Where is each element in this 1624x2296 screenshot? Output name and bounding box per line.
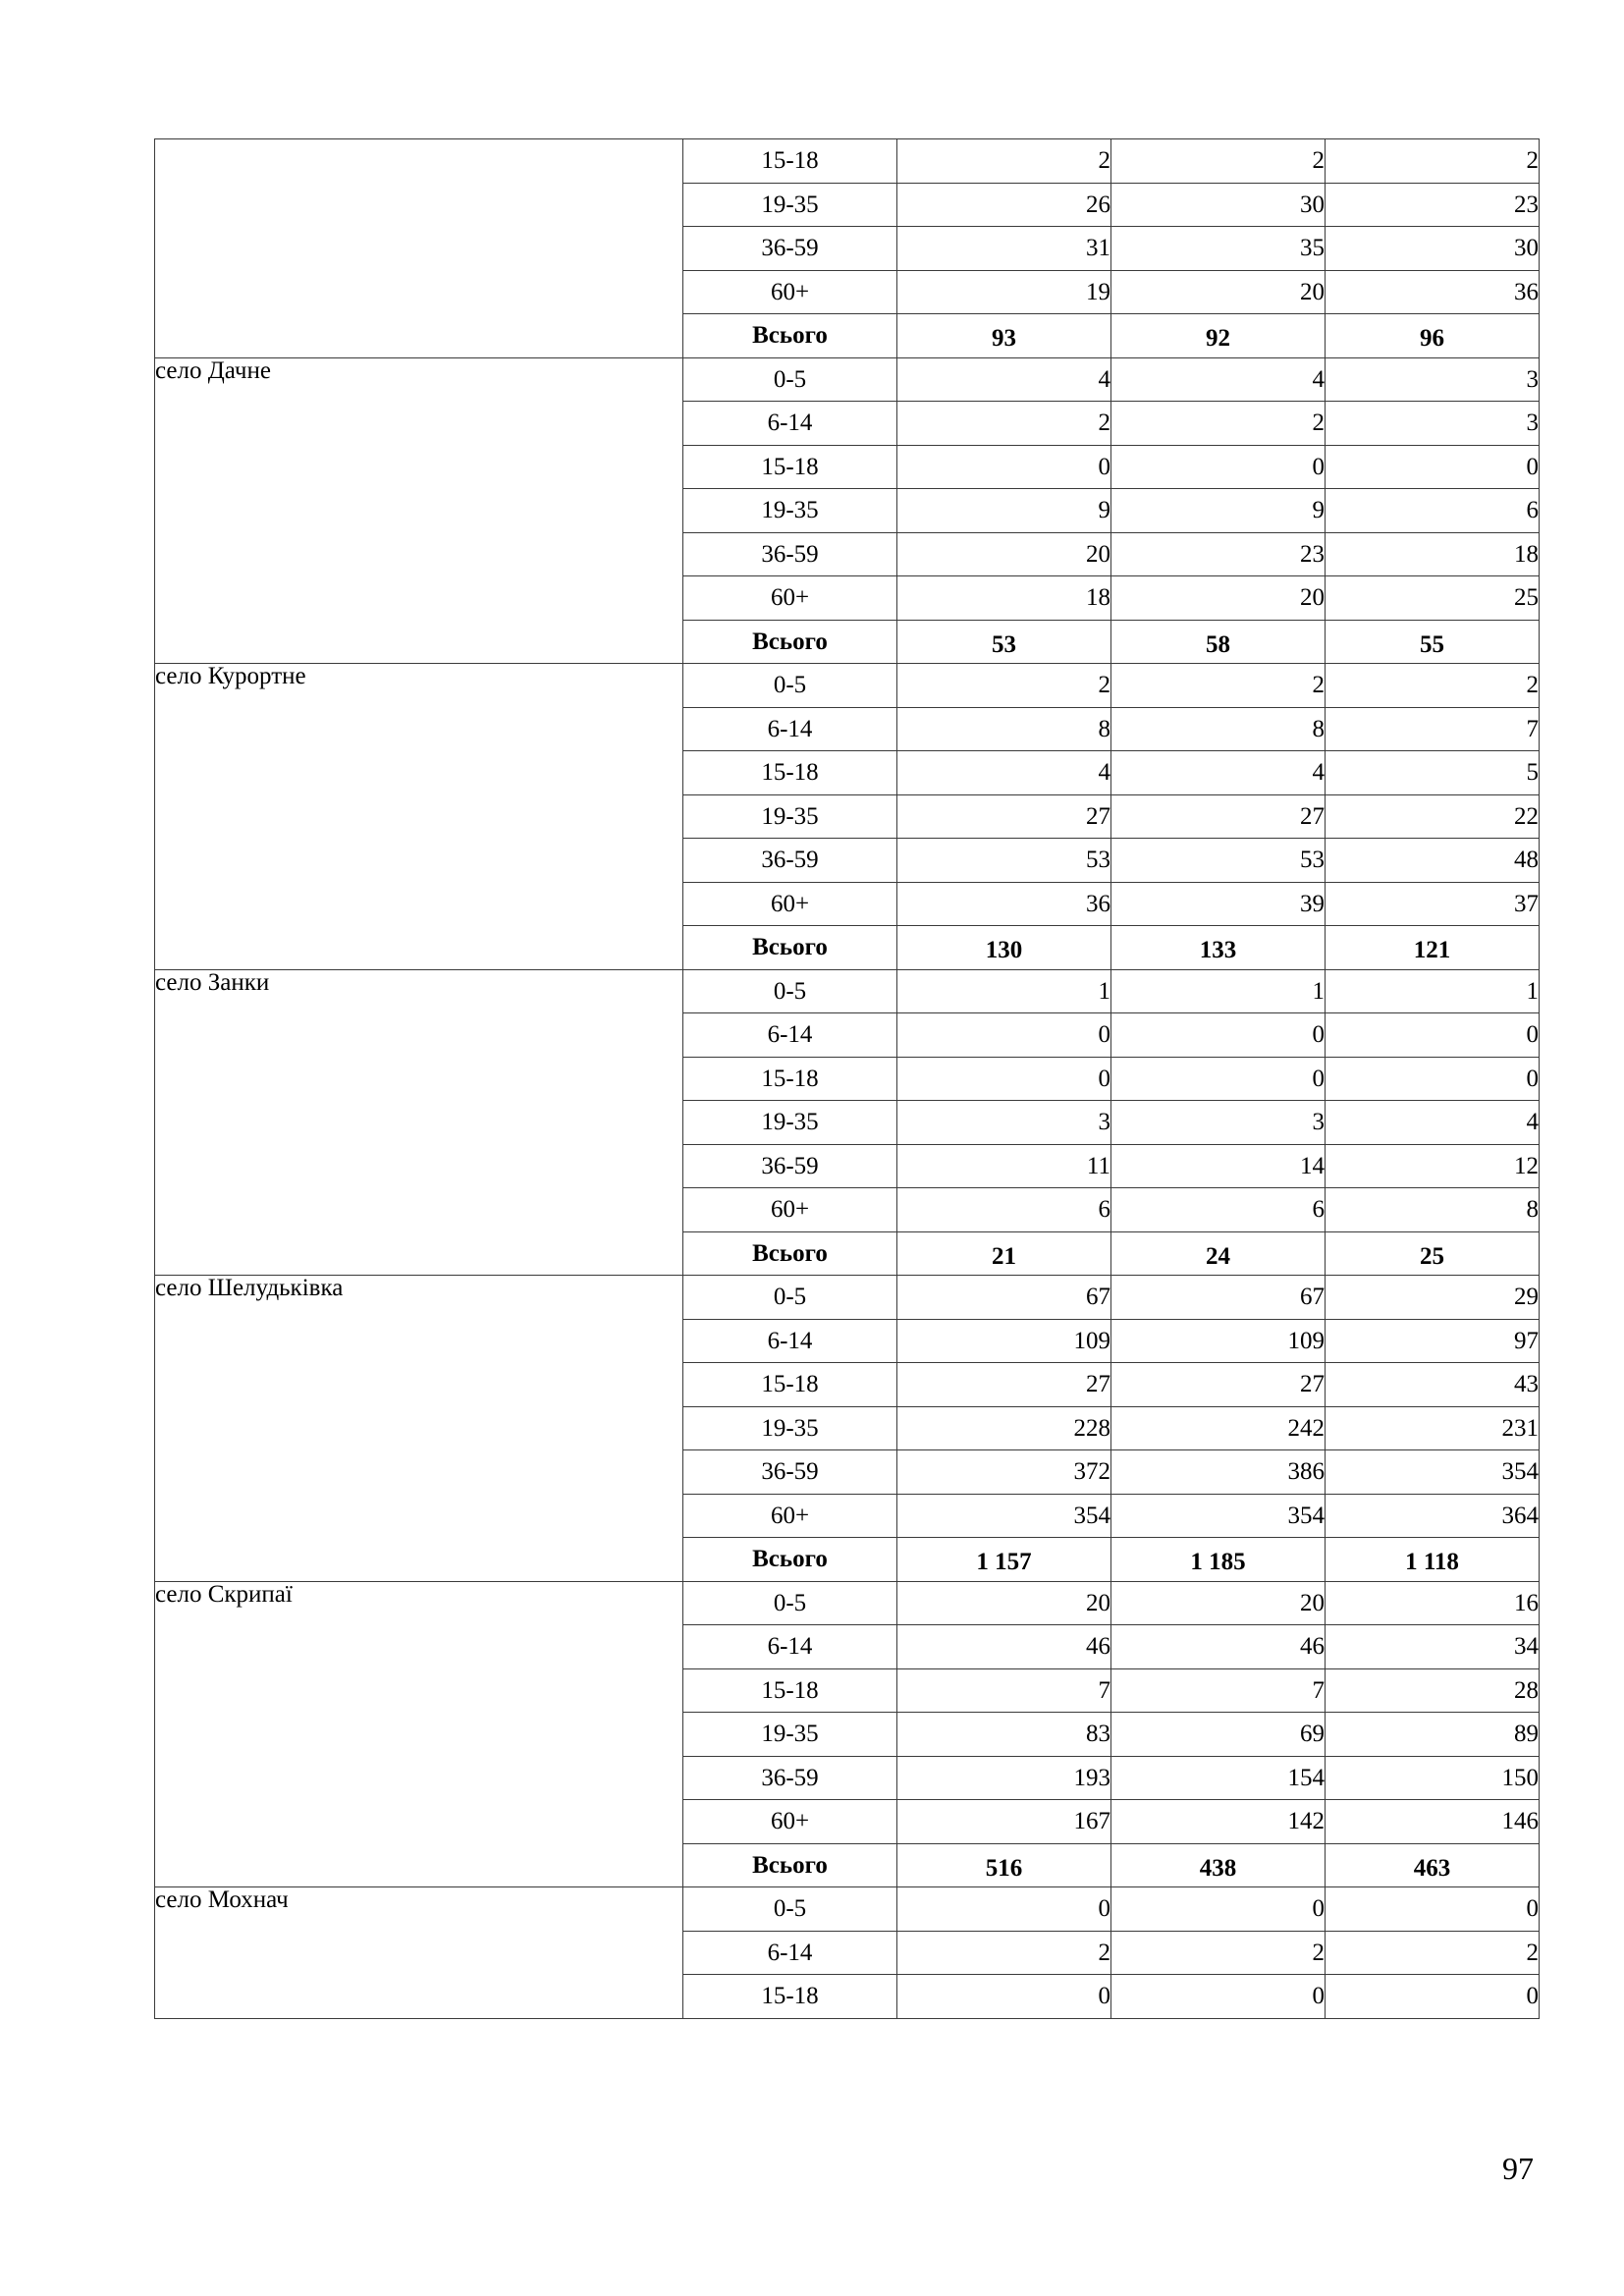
value-cell: 37 (1326, 882, 1540, 926)
age-group-cell: 15-18 (683, 1668, 897, 1713)
age-group-cell: 15-18 (683, 1975, 897, 2019)
value-cell: 30 (1326, 227, 1540, 271)
page-number: 97 (1502, 2151, 1534, 2186)
total-value-cell: 516 (897, 1843, 1111, 1887)
value-cell: 26 (897, 183, 1111, 227)
table-row (155, 1581, 1540, 1625)
age-group-cell: 15-18 (683, 445, 897, 489)
age-group-cell: 60+ (683, 1800, 897, 1844)
value-cell: 2 (897, 664, 1111, 708)
age-group-cell: 0-5 (683, 969, 897, 1013)
value-cell: 7 (1326, 707, 1540, 751)
total-label-cell: Всього (683, 620, 897, 664)
total-value-cell: 55 (1326, 620, 1540, 664)
age-group-cell: 0-5 (683, 664, 897, 708)
age-group-cell: 0-5 (683, 1581, 897, 1625)
value-cell: 0 (1111, 445, 1326, 489)
value-cell: 4 (1111, 751, 1326, 795)
value-cell: 2 (1111, 139, 1326, 184)
settlement-name-cell: село Курортне (155, 664, 683, 970)
value-cell: 8 (897, 707, 1111, 751)
value-cell: 46 (897, 1625, 1111, 1669)
value-cell: 3 (1111, 1101, 1326, 1145)
age-group-cell: 15-18 (683, 139, 897, 184)
age-group-cell: 19-35 (683, 1406, 897, 1450)
settlement-name-cell: село Мохнач (155, 1887, 683, 2019)
age-group-cell: 60+ (683, 1494, 897, 1538)
value-cell: 23 (1326, 183, 1540, 227)
value-cell: 4 (1111, 357, 1326, 402)
value-cell: 6 (1111, 1188, 1326, 1232)
population-table (154, 138, 1540, 2019)
value-cell: 5 (1326, 751, 1540, 795)
value-cell: 231 (1326, 1406, 1540, 1450)
value-cell: 8 (1111, 707, 1326, 751)
age-group-cell: 6-14 (683, 1625, 897, 1669)
value-cell: 7 (897, 1668, 1111, 1713)
total-label-cell: Всього (683, 1231, 897, 1276)
age-group-cell: 36-59 (683, 227, 897, 271)
total-label-cell: Всього (683, 1538, 897, 1582)
value-cell: 0 (897, 1013, 1111, 1058)
age-group-cell: 15-18 (683, 751, 897, 795)
total-value-cell: 130 (897, 926, 1111, 970)
value-cell: 11 (897, 1144, 1111, 1188)
value-cell: 2 (897, 1931, 1111, 1975)
value-cell: 242 (1111, 1406, 1326, 1450)
value-cell: 53 (1111, 839, 1326, 883)
value-cell: 0 (897, 1975, 1111, 2019)
value-cell: 193 (897, 1756, 1111, 1800)
table-row (155, 664, 1540, 708)
table-row (155, 1276, 1540, 1320)
total-label-cell: Всього (683, 314, 897, 358)
value-cell: 28 (1326, 1668, 1540, 1713)
settlement-name-cell: село Скрипаї (155, 1581, 683, 1887)
value-cell: 29 (1326, 1276, 1540, 1320)
age-group-cell: 60+ (683, 576, 897, 621)
value-cell: 154 (1111, 1756, 1326, 1800)
total-value-cell: 24 (1111, 1231, 1326, 1276)
value-cell: 53 (897, 839, 1111, 883)
total-value-cell: 25 (1326, 1231, 1540, 1276)
value-cell: 3 (897, 1101, 1111, 1145)
value-cell: 43 (1326, 1363, 1540, 1407)
value-cell: 27 (1111, 794, 1326, 839)
value-cell: 97 (1326, 1319, 1540, 1363)
value-cell: 354 (1111, 1494, 1326, 1538)
value-cell: 89 (1326, 1713, 1540, 1757)
value-cell: 354 (1326, 1450, 1540, 1495)
total-value-cell: 21 (897, 1231, 1111, 1276)
value-cell: 6 (897, 1188, 1111, 1232)
age-group-cell: 19-35 (683, 794, 897, 839)
value-cell: 7 (1111, 1668, 1326, 1713)
total-value-cell: 1 157 (897, 1538, 1111, 1582)
total-value-cell: 438 (1111, 1843, 1326, 1887)
value-cell: 27 (897, 794, 1111, 839)
value-cell: 67 (1111, 1276, 1326, 1320)
value-cell: 9 (897, 489, 1111, 533)
value-cell: 0 (1111, 1887, 1326, 1932)
value-cell: 167 (897, 1800, 1111, 1844)
value-cell: 18 (1326, 532, 1540, 576)
value-cell: 2 (1111, 402, 1326, 446)
age-group-cell: 6-14 (683, 1931, 897, 1975)
value-cell: 20 (1111, 576, 1326, 621)
value-cell: 9 (1111, 489, 1326, 533)
value-cell: 0 (1111, 1057, 1326, 1101)
value-cell: 109 (897, 1319, 1111, 1363)
value-cell: 2 (1111, 1931, 1326, 1975)
value-cell: 2 (897, 402, 1111, 446)
age-group-cell: 19-35 (683, 489, 897, 533)
value-cell: 69 (1111, 1713, 1326, 1757)
table-row (155, 357, 1540, 402)
value-cell: 2 (1111, 664, 1326, 708)
value-cell: 20 (1111, 270, 1326, 314)
value-cell: 48 (1326, 839, 1540, 883)
value-cell: 18 (897, 576, 1111, 621)
settlement-name-cell (155, 139, 683, 358)
value-cell: 83 (897, 1713, 1111, 1757)
total-value-cell: 53 (897, 620, 1111, 664)
value-cell: 35 (1111, 227, 1326, 271)
table-row (155, 969, 1540, 1013)
age-group-cell: 36-59 (683, 839, 897, 883)
value-cell: 2 (1326, 1931, 1540, 1975)
age-group-cell: 60+ (683, 1188, 897, 1232)
value-cell: 2 (1326, 139, 1540, 184)
age-group-cell: 60+ (683, 882, 897, 926)
value-cell: 0 (1326, 1975, 1540, 2019)
value-cell: 20 (897, 1581, 1111, 1625)
value-cell: 0 (1111, 1975, 1326, 2019)
age-group-cell: 60+ (683, 270, 897, 314)
value-cell: 0 (897, 445, 1111, 489)
value-cell: 22 (1326, 794, 1540, 839)
total-value-cell: 1 185 (1111, 1538, 1326, 1582)
value-cell: 36 (897, 882, 1111, 926)
settlement-name-cell: село Дачне (155, 357, 683, 664)
total-label-cell: Всього (683, 926, 897, 970)
value-cell: 150 (1326, 1756, 1540, 1800)
age-group-cell: 36-59 (683, 1756, 897, 1800)
value-cell: 30 (1111, 183, 1326, 227)
total-value-cell: 133 (1111, 926, 1326, 970)
age-group-cell: 36-59 (683, 532, 897, 576)
age-group-cell: 36-59 (683, 1144, 897, 1188)
age-group-cell: 0-5 (683, 1887, 897, 1932)
value-cell: 109 (1111, 1319, 1326, 1363)
age-group-cell: 19-35 (683, 1713, 897, 1757)
value-cell: 372 (897, 1450, 1111, 1495)
total-value-cell: 1 118 (1326, 1538, 1540, 1582)
value-cell: 20 (1111, 1581, 1326, 1625)
value-cell: 0 (1326, 1057, 1540, 1101)
value-cell: 3 (1326, 402, 1540, 446)
value-cell: 27 (1111, 1363, 1326, 1407)
value-cell: 2 (1326, 664, 1540, 708)
value-cell: 0 (897, 1057, 1111, 1101)
value-cell: 0 (897, 1887, 1111, 1932)
value-cell: 23 (1111, 532, 1326, 576)
total-value-cell: 93 (897, 314, 1111, 358)
age-group-cell: 15-18 (683, 1363, 897, 1407)
value-cell: 386 (1111, 1450, 1326, 1495)
age-group-cell: 6-14 (683, 402, 897, 446)
value-cell: 1 (1111, 969, 1326, 1013)
population-table-body (155, 139, 1540, 2019)
total-value-cell: 463 (1326, 1843, 1540, 1887)
settlement-name-cell: село Шелудьківка (155, 1276, 683, 1582)
value-cell: 2 (897, 139, 1111, 184)
value-cell: 39 (1111, 882, 1326, 926)
age-group-cell: 0-5 (683, 357, 897, 402)
age-group-cell: 6-14 (683, 1319, 897, 1363)
age-group-cell: 36-59 (683, 1450, 897, 1495)
age-group-cell: 0-5 (683, 1276, 897, 1320)
value-cell: 1 (1326, 969, 1540, 1013)
value-cell: 0 (1326, 445, 1540, 489)
total-value-cell: 92 (1111, 314, 1326, 358)
total-label-cell: Всього (683, 1843, 897, 1887)
value-cell: 20 (897, 532, 1111, 576)
value-cell: 0 (1326, 1887, 1540, 1932)
value-cell: 36 (1326, 270, 1540, 314)
value-cell: 142 (1111, 1800, 1326, 1844)
age-group-cell: 6-14 (683, 707, 897, 751)
value-cell: 4 (1326, 1101, 1540, 1145)
age-group-cell: 15-18 (683, 1057, 897, 1101)
value-cell: 14 (1111, 1144, 1326, 1188)
value-cell: 8 (1326, 1188, 1540, 1232)
value-cell: 0 (1326, 1013, 1540, 1058)
value-cell: 1 (897, 969, 1111, 1013)
value-cell: 354 (897, 1494, 1111, 1538)
value-cell: 19 (897, 270, 1111, 314)
value-cell: 228 (897, 1406, 1111, 1450)
value-cell: 25 (1326, 576, 1540, 621)
age-group-cell: 19-35 (683, 183, 897, 227)
total-value-cell: 121 (1326, 926, 1540, 970)
age-group-cell: 6-14 (683, 1013, 897, 1058)
settlement-name-cell: село Занки (155, 969, 683, 1276)
value-cell: 6 (1326, 489, 1540, 533)
value-cell: 364 (1326, 1494, 1540, 1538)
value-cell: 0 (1111, 1013, 1326, 1058)
table-row (155, 139, 1540, 184)
value-cell: 34 (1326, 1625, 1540, 1669)
value-cell: 146 (1326, 1800, 1540, 1844)
table-row (155, 1887, 1540, 1932)
value-cell: 27 (897, 1363, 1111, 1407)
value-cell: 67 (897, 1276, 1111, 1320)
value-cell: 31 (897, 227, 1111, 271)
value-cell: 4 (897, 751, 1111, 795)
total-value-cell: 58 (1111, 620, 1326, 664)
value-cell: 12 (1326, 1144, 1540, 1188)
value-cell: 4 (897, 357, 1111, 402)
value-cell: 3 (1326, 357, 1540, 402)
value-cell: 46 (1111, 1625, 1326, 1669)
value-cell: 16 (1326, 1581, 1540, 1625)
age-group-cell: 19-35 (683, 1101, 897, 1145)
total-value-cell: 96 (1326, 314, 1540, 358)
